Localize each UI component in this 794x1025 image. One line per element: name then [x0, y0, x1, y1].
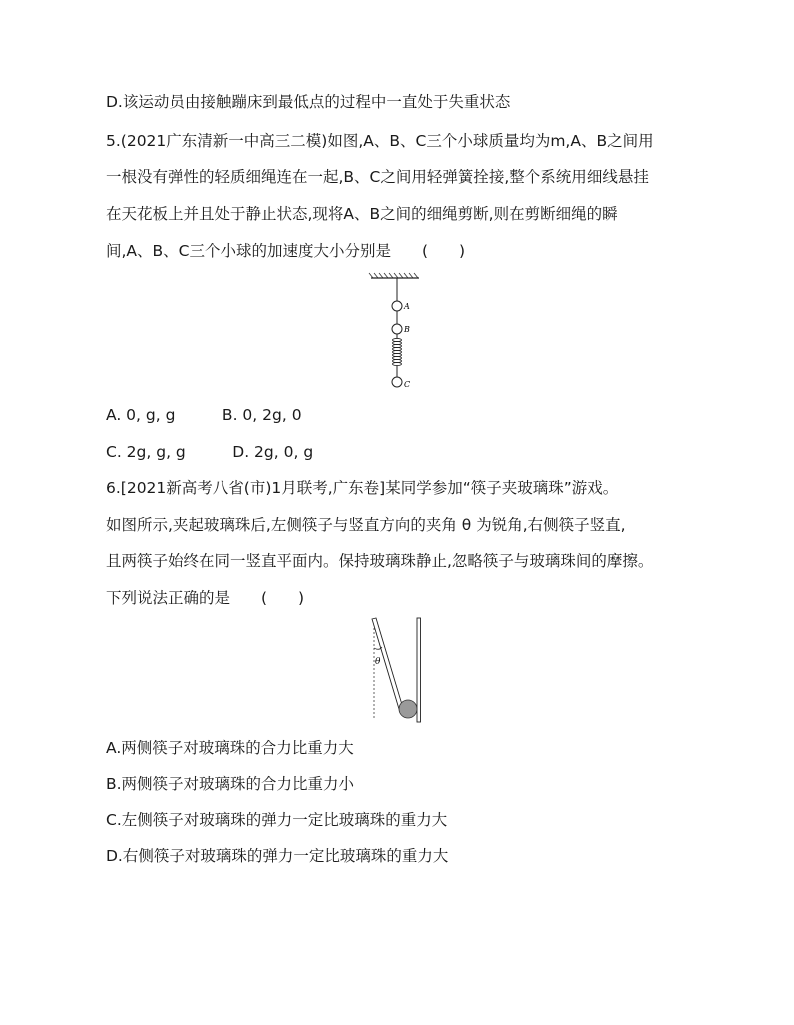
q5-stem-line-3: 在天花板上并且处于静止状态,现将A、B之间的细绳剪断,则在剪断细绳的瞬 — [106, 205, 618, 223]
label-ball-b: B — [404, 325, 410, 334]
label-ball-a: A — [404, 302, 410, 311]
q5-options-row-2: C. 2g, g, g D. 2g, 0, g — [106, 443, 314, 461]
q6-stem-line-2: 如图所示,夹起玻璃珠后,左侧筷子与竖直方向的夹角 θ 为锐角,右侧筷子竖直, — [106, 516, 626, 534]
ball-a — [392, 301, 402, 311]
spring — [393, 338, 402, 365]
glass-bead — [399, 700, 417, 718]
q6-stem-line-1: 6.[2021新高考八省(市)1月联考,广东卷]某同学参加“筷子夹玻璃珠”游戏。 — [106, 479, 619, 497]
q6-option-a: A.两侧筷子对玻璃珠的合力比重力大 — [106, 739, 354, 757]
q6-stem-line-3: 且两筷子始终在同一竖直平面内。保持玻璃珠静止,忽略筷子与玻璃珠间的摩擦。 — [106, 552, 654, 570]
q5-stem-line-1: 5.(2021广东清新一中高三二模)如图,A、B、C三个小球质量均为m,A、B之间用 — [106, 132, 654, 150]
ball-b — [392, 324, 402, 334]
q6-option-c: C.左侧筷子对玻璃珠的弹力一定比玻璃珠的重力大 — [106, 811, 448, 829]
q5-stem-line-2: 一根没有弹性的轻质细绳连在一起,B、C之间用轻弹簧拴接,整个系统用细线悬挂 — [106, 168, 649, 186]
angle-theta-label: θ — [375, 657, 381, 667]
q6-option-b: B.两侧筷子对玻璃珠的合力比重力小 — [106, 775, 355, 793]
q5-figure-balls-spring — [365, 270, 425, 395]
label-ball-c: C — [404, 380, 411, 389]
q5-options-row-1: A. 0, g, g B. 0, 2g, 0 — [106, 406, 302, 424]
right-chopstick — [417, 618, 421, 722]
previous-option-d: D.该运动员由接触蹦床到最低点的过程中一直处于失重状态 — [106, 93, 511, 111]
q6-stem-line-4: 下列说法正确的是 ( ) — [106, 589, 305, 607]
ball-c — [392, 377, 402, 387]
q6-figure-chopsticks-bead — [365, 614, 430, 724]
q6-option-d: D.右侧筷子对玻璃珠的弹力一定比玻璃珠的重力大 — [106, 847, 449, 865]
q5-stem-line-4: 间,A、B、C三个小球的加速度大小分别是 ( ) — [106, 242, 466, 260]
